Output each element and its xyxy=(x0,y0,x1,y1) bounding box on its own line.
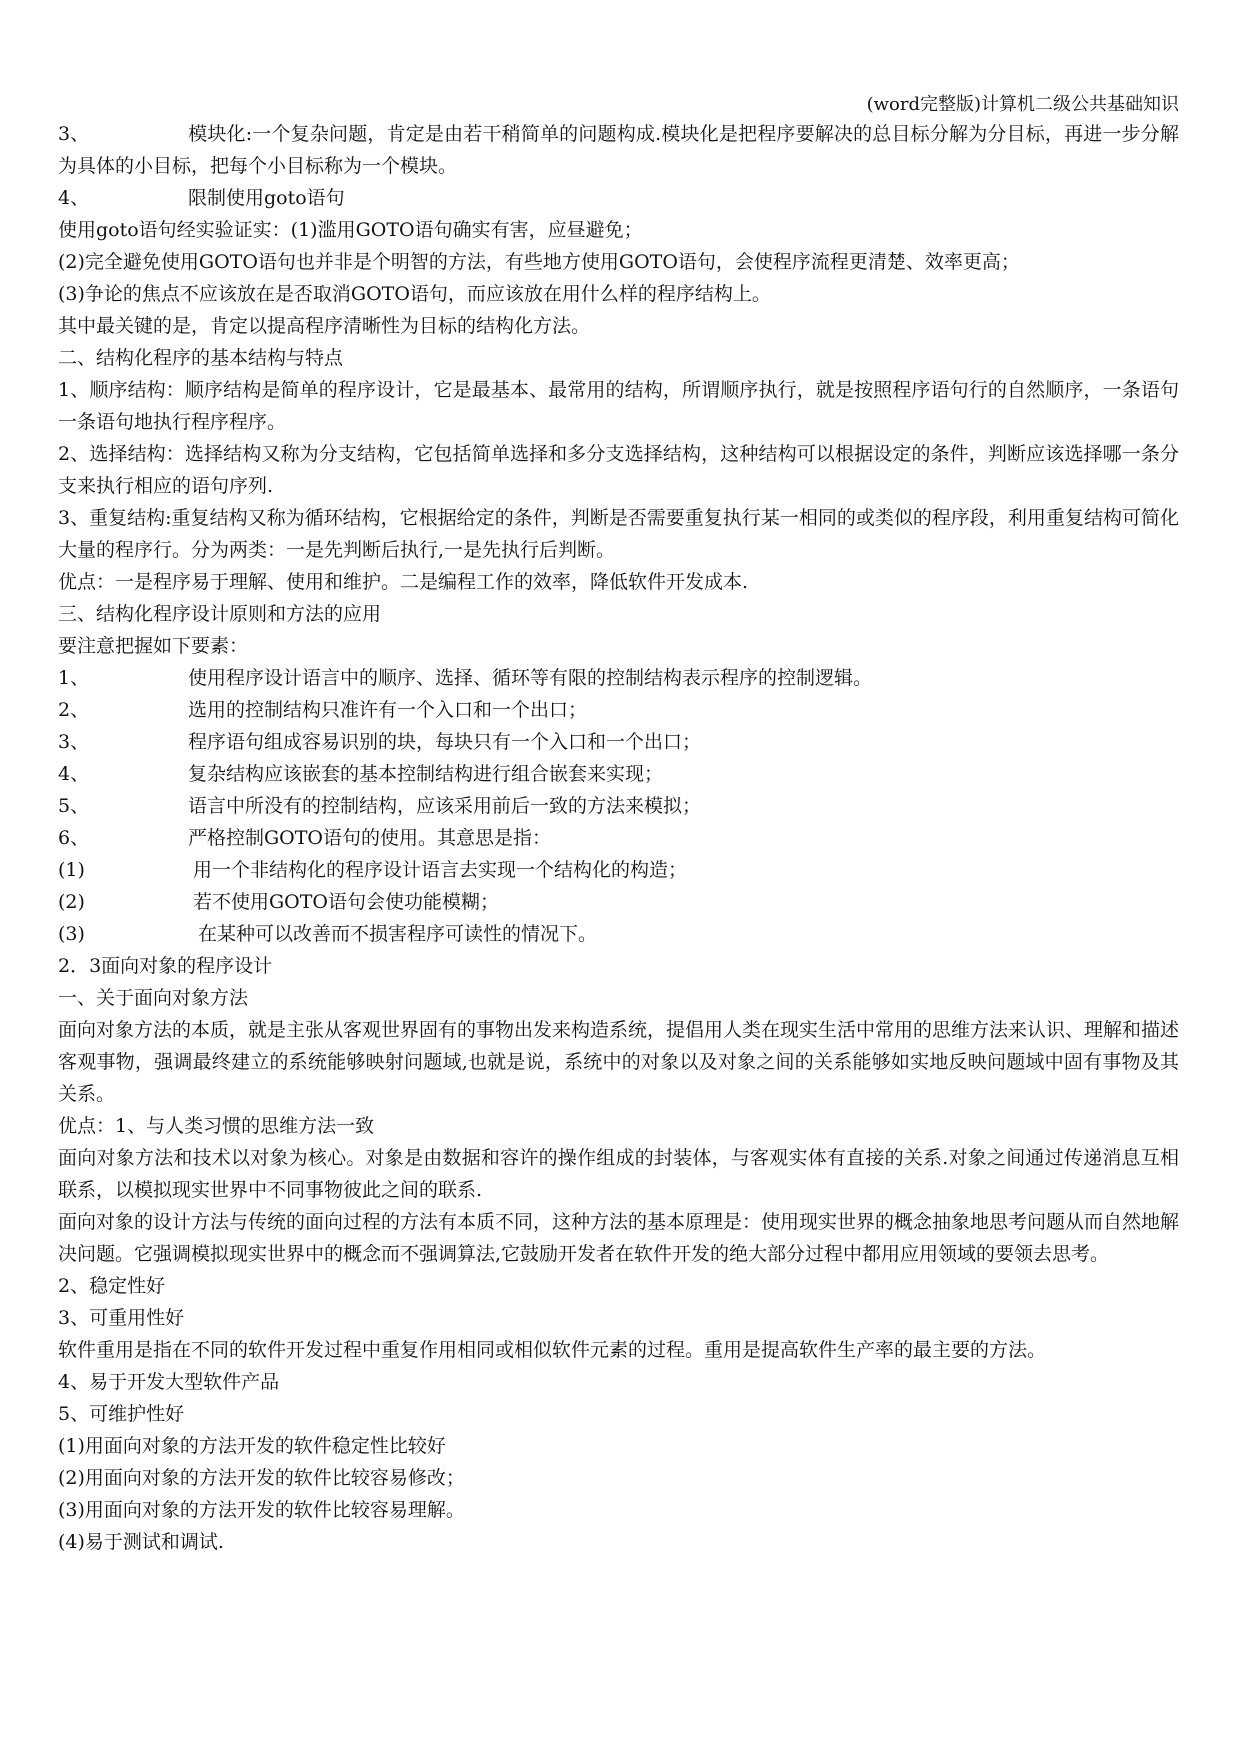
paragraph: 使用goto语句经实验证实：(1)滥用GOTO语句确实有害，应昼避免； xyxy=(58,219,643,241)
paragraph-text: 模块化:一个复杂问题，肯定是由若干稍简单的问题构成.模块化是把程序要解决的总目标分解为分目标，再进一步分解为具体的小目标，把每个小目标称为一个模块。 xyxy=(58,123,1179,177)
paragraph: (4)易于测试和调试. xyxy=(58,1531,224,1553)
item-text: 用一个非结构化的程序设计语言去实现一个结构化的构造； xyxy=(193,859,688,881)
item-number: (3) xyxy=(58,923,85,945)
item-text: 复杂结构应该嵌套的基本控制结构进行组合嵌套来实现； xyxy=(188,763,664,785)
list-item xyxy=(58,790,1179,822)
item-text: 在某种可以改善而不损害程序可读性的情况下。 xyxy=(198,923,598,945)
paragraph: 面向对象方法的本质，就是主张从客观世界固有的事物出发来构造系统，提倡用人类在现实生活中常用的思维方法来认识、理解和描述客观事物，强调最终建立的系统能够映射问题域,也就是说，系统中的对象以及对象之间的关系能够如实地反映问题域中固有事物及其关系。 xyxy=(58,1019,1180,1105)
item-text: 程序语句组成容易识别的块，每块只有一个入口和一个出口； xyxy=(188,731,702,753)
paragraph: (1)用面向对象的方法开发的软件稳定性比较好 xyxy=(58,1435,446,1457)
paragraph: 优点：1、与人类习惯的思维方法一致 xyxy=(58,1115,375,1137)
paragraph: (2)用面向对象的方法开发的软件比较容易修改； xyxy=(58,1467,465,1489)
item-text: 若不使用GOTO语句会使功能模糊； xyxy=(193,891,500,913)
sub-list-item xyxy=(58,886,1179,918)
paragraph: 1、顺序结构：顺序结构是简单的程序设计，它是最基本、最常用的结构，所谓顺序执行，就是按照程序语句行的自然顺序，一条语句一条语句地执行程序程序。 xyxy=(58,379,1179,433)
page-header: (word完整版)计算机二级公共基础知识 xyxy=(866,94,1179,115)
item-text: 使用程序设计语言中的顺序、选择、循环等有限的控制结构表示程序的控制逻辑。 xyxy=(188,667,873,689)
item-number: 4、 xyxy=(58,187,90,209)
item-text: 语言中所没有的控制结构，应该采用前后一致的方法来模拟； xyxy=(188,795,702,817)
paragraph: 软件重用是指在不同的软件开发过程中重复作用相同或相似软件元素的过程。重用是提高软件生产率的最主要的方法。 xyxy=(58,1339,1047,1361)
section-heading: 2．3面向对象的程序设计 xyxy=(58,955,273,977)
paragraph: 面向对象的设计方法与传统的面向过程的方法有本质不同，这种方法的基本原理是：使用现实世界的概念抽象地思考问题从而自然地解决问题。它强调模拟现实世界中的概念而不强调算法,它鼓励开发者在软件开发的绝大部分过程中都用应用领域的要领去思考。 xyxy=(58,1211,1180,1265)
item-number: 6、 xyxy=(58,827,90,849)
item-text: 严格控制GOTO语句的使用。其意思是指： xyxy=(188,827,552,849)
section-heading: 三、结构化程序设计原则和方法的应用 xyxy=(58,603,382,625)
sub-list-item xyxy=(58,918,1179,950)
sub-list-item xyxy=(58,854,1179,886)
item-number: 5、 xyxy=(58,795,90,817)
section-heading: 二、结构化程序的基本结构与特点 xyxy=(58,347,344,369)
item-number: 4、 xyxy=(58,763,90,785)
paragraph: (3)争论的焦点不应该放在是否取消GOTO语句，而应该放在用什么样的程序结构上。 xyxy=(58,283,771,305)
paragraph: 2、选择结构：选择结构又称为分支结构，它包括简单选择和多分支选择结构，这种结构可以根据设定的条件，判断应该选择哪一条分支来执行相应的语句序列. xyxy=(58,443,1179,497)
paragraph: (3)用面向对象的方法开发的软件比较容易理解。 xyxy=(58,1499,465,1521)
item-number: 1、 xyxy=(58,667,90,689)
item-number: 3、 xyxy=(58,123,90,145)
paragraph: 2、稳定性好 xyxy=(58,1275,166,1297)
paragraph-modularization xyxy=(58,118,1179,182)
paragraph: 4、易于开发大型软件产品 xyxy=(58,1371,280,1393)
item-number: (2) xyxy=(58,891,85,913)
list-item xyxy=(58,662,1179,694)
list-item xyxy=(58,694,1179,726)
list-item xyxy=(58,822,1179,854)
paragraph: (2)完全避免使用GOTO语句也并非是个明智的方法，有些地方使用GOTO语句，会使程序流程更清楚、效率更高； xyxy=(58,251,1020,273)
paragraph-text: 限制使用goto语句 xyxy=(188,187,345,209)
paragraph: 要注意把握如下要素： xyxy=(58,635,249,657)
document-body xyxy=(58,118,1179,1558)
paragraph: 其中最关键的是，肯定以提高程序清晰性为目标的结构化方法。 xyxy=(58,315,591,337)
item-number: 2、 xyxy=(58,699,90,721)
paragraph: 3、重复结构:重复结构又称为循环结构，它根据给定的条件，判断是否需要重复执行某一相同的或类似的程序段，利用重复结构可简化大量的程序行。分为两类：一是先判断后执行,一是先执行后判断。 xyxy=(58,507,1179,561)
paragraph: 面向对象方法和技术以对象为核心。对象是由数据和容许的操作组成的封装体，与客观实体有直接的关系.对象之间通过传递消息互相联系，以模拟现实世界中不同事物彼此之间的联系. xyxy=(58,1147,1179,1201)
paragraph: 优点：一是程序易于理解、使用和维护。二是编程工作的效率，降低软件开发成本. xyxy=(58,571,749,593)
item-number: 3、 xyxy=(58,731,90,753)
list-item xyxy=(58,726,1179,758)
item-text: 选用的控制结构只准许有一个入口和一个出口； xyxy=(188,699,588,721)
item-number: (1) xyxy=(58,859,85,881)
list-item xyxy=(58,758,1179,790)
paragraph: 3、可重用性好 xyxy=(58,1307,185,1329)
section-heading: 一、关于面向对象方法 xyxy=(58,987,249,1009)
paragraph-goto-heading xyxy=(58,182,1179,214)
paragraph: 5、可维护性好 xyxy=(58,1403,185,1425)
